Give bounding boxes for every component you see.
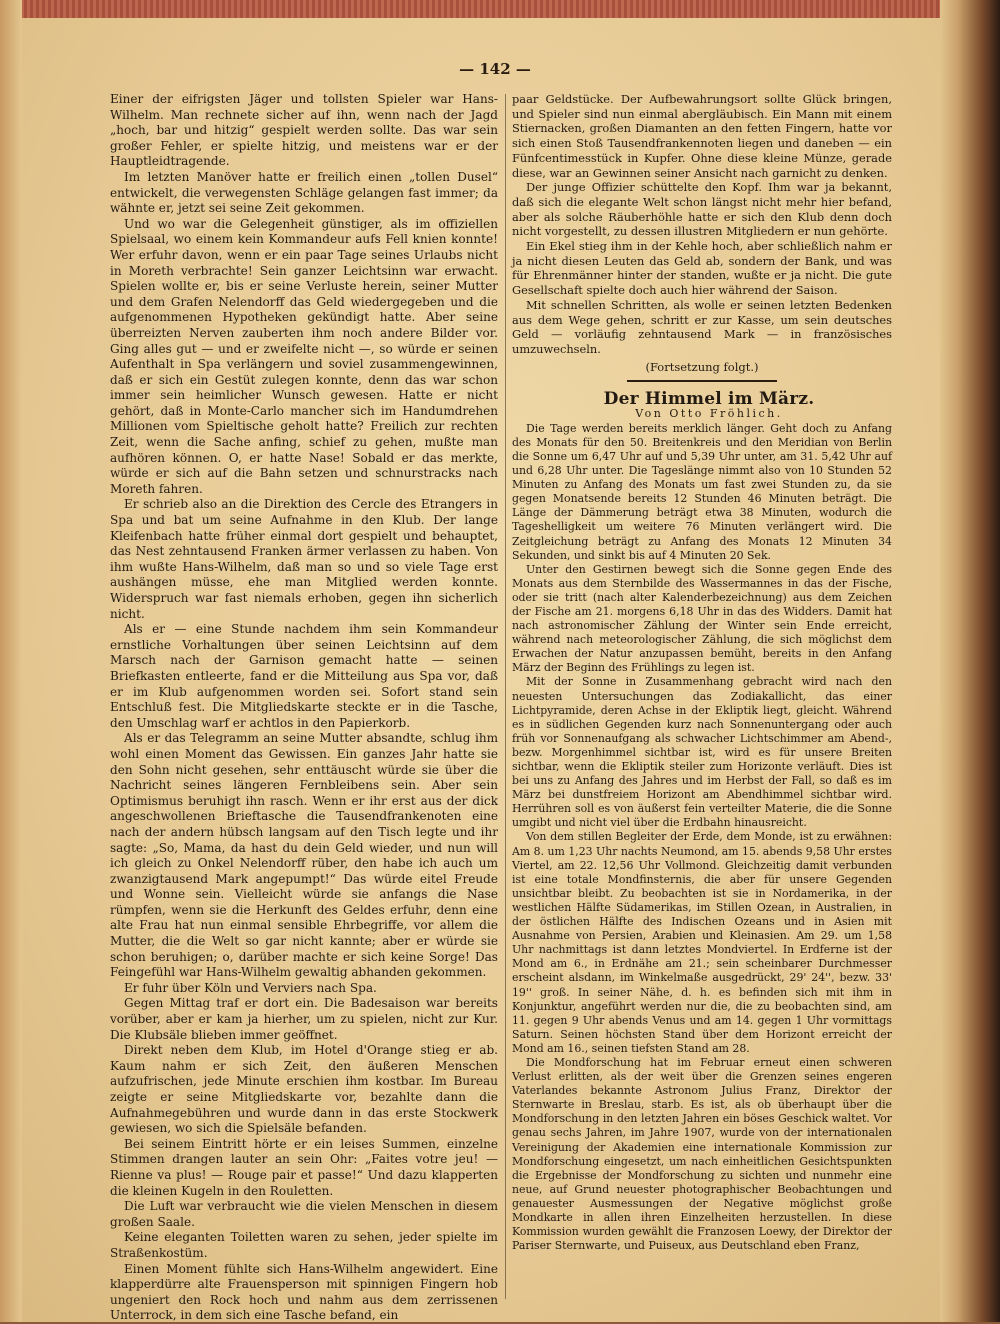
article-byline: Von Otto Fröhlich. [635,407,783,421]
story-paragraph: Als er das Telegramm an seine Mutter absandte, schlug ihm wohl einen Moment das Gewissen. Ein ganzes Jahr hatte sie den Sohn nicht gesehen, sehr enttäuscht würde sie über die Nachricht seines längeren Fernbleibens sein. Aber sein Optimismus beruhigt ihn rasch. Wenn er ihr erst aus der dick angeschwollenen Brieftasche die Tausendfrankenoten eine nach der andern hübsch langsam auf den Tisch legte und ihr sagte: „So, Mama, da hast du dein Geld wieder, und nun will ich gleich zu Onkel Nelendorff rüber, den habe ich auch um zwanzigtausend Mark angepumpt!“ Das würde eitel Freude und Wonne sein. Vielleicht würde sie anfangs die Nase rümpfen, wenn sie die Herkunft des Geldes erfuhr, denn eine alte Frau hat nun einmal sensible Ehrbegriffe, vor allem die Mutter, die die Welt so gar nicht kannte; aber er würde sie schon beruhigen; o, darüber machte er sich keine Sorge! Das Feingefühl war Hans-Wilhelm gewaltig abhanden gekommen. [110,731,498,980]
article-title: Der Himmel im März. [603,389,815,410]
story-paragraph: Mit schnellen Schritten, als wolle er seinen letzten Bedenken aus dem Wege gehen, schritt er zur Kasse, um sein deutsches Geld — vorläufig zehntausend Mark — in französisches umzuwechseln. [512,297,892,356]
story-paragraph: Einer der eifrigsten Jäger und tollsten Spieler war Hans-Wilhelm. Man rechnete sicher auf ihn, wenn nach der Jagd „hoch, bar und hitzig“ gespielt werden sollte. Das war sein großer Fehler, er spielte hitzig, und meistens war er der Hauptleidtragende. [110,92,498,169]
column-divider [505,94,506,1299]
story-paragraph: Als er — eine Stunde nachdem ihm sein Kommandeur ernstliche Vorhaltungen über seinen Leichtsinn auf dem Marsch nach der Garnison gemacht hatte — seinen Briefkasten entleerte, fand er die Mitteilung aus Spa vor, daß er im Klub aufgenommen worden sei. Sofort stand sein Entschluß fest. Die Mitgliedskarte steckte er in die Tasche, den Umschlag warf er achtlos in den Papierkorb. [110,622,498,730]
story-paragraph: Er fuhr über Köln und Verviers nach Spa. [124,980,377,995]
story-paragraph: Die Luft war verbraucht wie die vielen Menschen in diesem großen Saale. [110,1199,498,1229]
article-paragraph: Die Tage werden bereits merklich länger. Geht doch zu Anfang des Monats für den 50. Breitenkreis und den Meridian von Berlin die Sonne um 6,47 Uhr auf und 5,39 Uhr unter, am 31. 5,42 Uhr auf und 6,28 Uhr unter. Die Tageslänge nimmt also von 10 Stunden 52 Minuten zu Anfang des Monats um fast zwei Stunden zu, da sie gegen Monatsende bereits 12 Stunden 46 Minuten beträgt. Die Länge der Dämmerung beträgt etwa 38 Minuten, wodurch die Tageshelligkeit um weitere 76 Minuten verlängert wird. Die Zeitgleichung beträgt zu Anfang des Monats 12 Minuten 34 Sekunden, und sinkt bis auf 4 Minuten 20 Sek. [512,421,892,562]
story-paragraph: paar Geldstücke. Der Aufbewahrungsort sollte Glück bringen, und Spieler sind nun einmal abergläubisch. Ein Mann mit einem Stiernacken, großen Diamanten an den fetten Fingern, hatte vor sich einen Stoß Tausendfrankennoten liegen und daneben — ein Fünfcentimesstück in Kupfer. Ohne diese kleine Münze, gerade diese, war an Gewinnen seiner Ansicht nach garnicht zu denken. [512,92,892,180]
story-paragraph: Er schrieb also an die Direktion des Cercle des Etrangers in Spa und bat um seine Aufnahme in den Klub. Der lange Kleifenbach hatte früher einmal dort gespielt und behauptet, das Nest zehntausend Franken ärmer verlassen zu haben. Von ihm wußte Hans-Wilhelm, daß man so und so viele Tage erst aushängen müsse, ehe man Mitglied werden konnte. Widerspruch war fast niemals erhoben, gegen ihn sicherlich nicht. [110,497,498,621]
article-paragraph: Unter den Gestirnen bewegt sich die Sonne gegen Ende des Monats aus dem Sternbilde des Wassermannes in das der Fische, oder sie tritt (nach alter Kalenderbezeichnung) aus dem Zeichen der Fische am 21. morgens 6,18 Uhr in das des Widders. Damit hat nach astronomischer Zählung der Winter sein Ende erreicht, während nach meteorologischer Zählung, die sich möglichst dem Erwachen der Natur anzupassen bemüht, bereits in den Anfang März der Beginn des Frühlings zu legen ist. [512,562,892,675]
section-divider-rule [627,380,777,382]
story-paragraph: Bei seinem Eintritt hörte er ein leises Summen, einzelne Stimmen drangen lauter an sein Ohr: „Faites votre jeu! — Rienne va plus! — Rouge pair et passe!“ Und dazu klapperten die kleinen Kugeln in den Rouletten. [110,1136,498,1198]
story-paragraph: Im letzten Manöver hatte er freilich einen „tollen Dusel“ entwickelt, die verwegensten Schläge gelangen fast immer; da wähnte er, jetzt sei seine Zeit gekommen. [110,169,498,216]
left-page-edge [0,0,22,1322]
story-paragraph: Der junge Offizier schüttelte den Kopf. Ihm war ja bekannt, daß sich die elegante Welt schon längst nicht mehr hier befand, aber als solche Räuberhöhle hatte er sich den Klub denn doch nicht vorgestellt, zu dessen illustren Mitgliedern er nun gehörte. [512,180,892,239]
continuation-note: (Fortsetzung folgt.) [645,359,759,374]
left-column [110,92,498,1324]
story-paragraph: Einen Moment fühlte sich Hans-Wilhelm angewidert. Eine klapperdürre alte Frauensperson mit spinnigen Fingern hob ungeniert den Rock hoch und nahm aus dem zerrissenen Unterrock, in dem sich eine Tasche befand, ein [110,1261,498,1323]
article-paragraph: Die Mondforschung hat im Februar erneut einen schweren Verlust erlitten, als der weit über die Grenzen seines engeren Vaterlandes bekannte Astronom Julius Franz, Direktor der Sternwarte in Breslau, starb. Es ist, als ob überhaupt über die Mondforschung in den letzten Jahren ein böses Geschick waltet. Vor genau sechs Jahren, im Jahre 1907, wurde von der internationalen Vereinigung der Akademien eine internationale Kommission zur Mondforschung eingesetzt, um nach einheitlichen Gesichtspunkten die Ergebnisse der Mondforschung zu sichten und nunmehr eine neue, auf Grund neuester photographischer Beobachtungen und genauester Ausmessungen der Negative möglichst große Mondkarte in allen ihren Einzelheiten herzustellen. In diese Kommission wurden gewählt die Franzosen Loewy, der Direktor der Pariser Sternwarte, und Puiseux, aus Deutschland eben Franz, [512,1055,892,1253]
right-column [512,92,892,1253]
article-paragraph: Mit der Sonne in Zusammenhang gebracht wird nach den neuesten Untersuchungen das Zodiakallicht, das einer Lichtpyramide, deren Achse in der Ekliptik liegt, gleicht. Während es in südlichen Gegenden kurz nach Sonnenuntergang oder auch früh vor Sonnenaufgang als schwacher Lichtschimmer am Abend-, bezw. Morgenhimmel sichtbar ist, wird es für unsere Breiten sichtbar, wenn die Ekliptik steiler zum Horizonte verläuft. Dies ist bei uns zu Anfang des Jahres und im Herbst der Fall, so daß es im März bei dunstfreiem Horizont am Abendhimmel sichtbar wird. Herrühren soll es von äußerst fein verteilter Materie, die die Sonne umgibt und nicht viel über die Erdbahn hinausreicht. [512,675,892,830]
story-paragraph: Direkt neben dem Klub, im Hotel d'Orange stieg er ab. Kaum nahm er sich Zeit, den äußeren Menschen aufzufrischen, jede Minute erschien ihm kostbar. Im Bureau zeigte er seine Mitgliedskarte vor, bezahlte dann die Aufnahmegebühren und wurde dann in das erste Stockwerk gewiesen, wo sich die Spielsäle befanden. [110,1043,498,1136]
story-paragraph: Keine eleganten Toiletten waren zu sehen, jeder spielte im Straßenkostüm. [110,1230,498,1260]
article-body [512,422,892,1254]
story-paragraph: Und wo war die Gelegenheit günstiger, als im offiziellen Spielsaal, wo einem kein Kommandeur aufs Fell knien konnte! Wer erfuhr davon, wenn er ein paar Tage seines Urlaubs nicht in Moreth verbrachte! Sein ganzer Leichtsinn war erwacht. Spielen wollte er, bis er seine Verluste herein, seiner Mutter und dem Grafen Nelendorff das Geld wiedergegeben und die aufgenommenen Hypotheken gekündigt hatte. Aber seine überreizten Nerven zauberten ihm noch andere Bilder vor. Ging alles gut — und er zweifelte nicht —, so würde er seinen Aufenthalt in Spa verlängern und soviel zusammengewinnen, daß er sich ein Gestüt zulegen konnte, denn das war schon immer sein heimlicher Wunsch gewesen. Hatte er nicht gehört, daß in Monte-Carlo mancher sich im Handumdrehen Millionen vom Spieltische geholt hatte? Freilich zur rechten Zeit, wenn die Sache anfing, schief zu gehen, mußte man aufhören können. O, er hatte Nase! Sobald er das merkte, würde er sich auf die Bahn setzen und schnurstracks nach Moreth fahren. [110,216,498,496]
article-paragraph: Von dem stillen Begleiter der Erde, dem Monde, ist zu erwähnen: Am 8. um 1,23 Uhr nachts Neumond, am 15. abends 9,58 Uhr erstes Viertel, am 22. 12,56 Uhr Vollmond. Gleichzeitig damit verbunden ist eine totale Mondfinsternis, die aber für unsere Gegenden unsichtbar bleibt. Zu beobachten ist sie in Nordamerika, in der westlichen Hälfte Südamerikas, im Stillen Ozean, in Australien, in der östlichen Hälfte des Indischen Ozeans und in Asien mit Ausnahme von Persien, Arabien und Kleinasien. Am 29. um 1,58 Uhr nachmittags ist dann letztes Mondviertel. In Erdferne ist der Mond am 6., in Erdnähe am 21.; sein scheinbarer Durchmesser erscheint alsdann, im Winkelmaße ausgedrückt, 29' 24'', bezw. 33' 19'' groß. In seiner Nähe, d. h. es befinden sich mit ihm in Konjunktur, angeführt werden nur die, die zu beobachten sind, am 11. gegen 9 Uhr abends Venus und am 14. gegen 1 Uhr vormittags Saturn. Seinen höchsten Stand über dem Horizont erreicht der Mond am 16., seinen tiefsten Stand am 28. [512,830,892,1055]
story-paragraph: Gegen Mittag traf er dort ein. Die Badesaison war bereits vorüber, aber er kam ja hierher, um zu spielen, nicht zur Kur. Die Klubsäle blieben immer geöffnet. [110,996,498,1042]
page-number: — 142 — [459,60,531,78]
top-binding-edge [0,0,1000,18]
right-binding-gutter [940,0,1000,1322]
story-paragraph: Ein Ekel stieg ihm in der Kehle hoch, aber schließlich nahm er ja nicht diesen Leuten das Geld ab, sondern der Bank, und was für Ehrenmänner hinter der standen, wußte er ja nicht. Die gute Gesellschaft spielte doch auch hier während der Saison. [512,239,892,298]
